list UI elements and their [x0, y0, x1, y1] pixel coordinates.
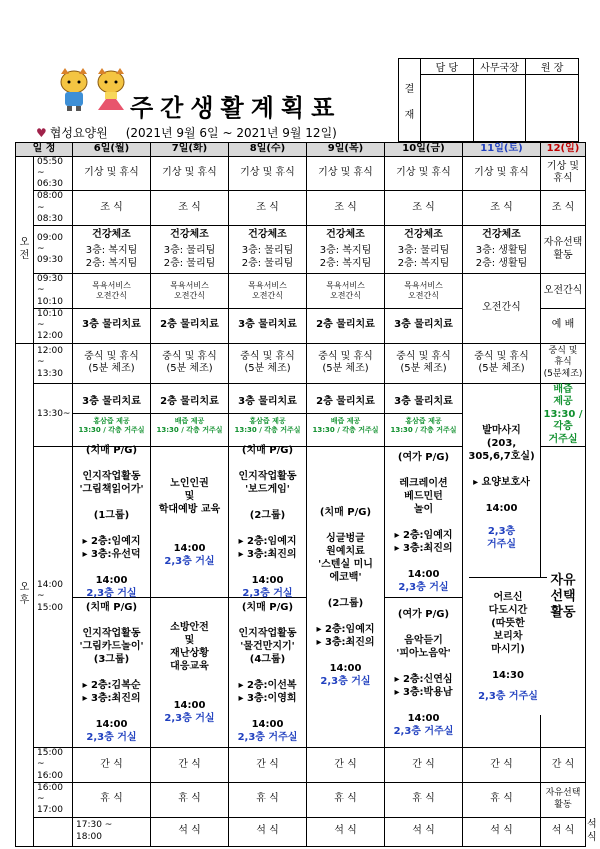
cell-breakfast-sunday: 조 식 — [541, 191, 586, 226]
bath-label: 목욕서비스 — [326, 280, 365, 290]
activity-place: 2,3층 거주실 — [237, 732, 298, 743]
schedule-table: 일 정 6일(월) 7일(화) 8일(수) 9일(목) 10일(금) 11일(토) 12(일) 오 전 05:50 ~ 06:30 기상 및 휴식 기상 및 휴식 기상 및 휴식 기상 및 휴식 기상 및 휴식 기상 및 휴식 기상 및 휴식 08:00 ~ 08:30 조 식 조 식 조 식 조 식 조 식 조 식 조 식 09:00 ~ 09:30 건강체조 3층: 복지팀 2층: 복지팀 건강체조 3층: 물리팀 2층: 물리팀 건강체조 3층: 물리팀 2층: 물리팀 건강체조 3층: 복지팀 2층: 복지팀 건강체조 3층: 물리팀 2층: 복지팀 건강체조 3층: 생활팀 2층: 생활팀 자유선택 활동 09:30 ~ 10:10 목욕서비스 오전간식 목욕서비스 오전간식 목욕서비스 오전간식 목욕서비스 오전간식 목욕서비스 오전간식 오전간식 오전간식 10:10 ~ 12:00 3층 물리치료 2층 물리치료 3층 물리치료 2층 물리치료 3층 물리치료 예 배 오 후 12:00 ~ 13:30 중식 및 휴식 (5분 체조) 중식 및 휴식 (5분 체조) 중식 및 휴식 (5분 체조) 중식 및 휴식 (5분 체조) 중식 및 휴식 (5분 체조) 중식 및 휴식 (5분 체조) 중식 및 휴식 (5분체조) 13:30~ 3층 물리치료 홍삼즙 제공 13:30 / 각층 거주실 2층 물리치료 배즙 제공 13:30 / 각층 거주실 3층 물리치료 홍삼즙 제공 13:30 / 각층 거주실 2층 물리치료 배즙 제공 13:30 / 각층 거주실 3층 물리치료 홍삼즙 제공 13:30 / 각층 거주실 발마사지 (203, 305,6,7호실) ▸ 요양보호사 14:00 2,3층 거주실 배즙 제공 13:30 / 각층 거주실 14:00 ~ 15:00 (치매 P/G) 인지작업활동 '그림책읽어가' (1그룹) ▸ 2층:임예지 ▸ 3층:유선덕 14:00 2,3층 거실 (치매 P/G) 인지작업활동 '그림카드놀이' (3그룹) ▸ 2층:김복순 ▸ 3층:최진의 14:00 2,3층 거실 노인인권 및 학대예방 교육 14:00 2,3층 거실 소방안전 및 재난상황 대응교육 14:00 2,3층 거실 (치매 P/G) 인지작업활동 '보드게임' (2그룹) ▸ 2층:임예지 ▸ 3층:최진의 14:00 2,3층 거실 (치매 P/G) 인지작업활동 '물건만지기' (4그룹) ▸ 2층:이선복 ▸ 3층:이영희 14:00 2,3층 거주실 (치매 P/G) 싱글벙글 원예치료 '스텐실 미니 에코백' (2그룹) ▸ 2층:임예지 ▸ 3층:최진의 14:00 2,3층 거실 (여가 P/G) 레크레이션 베드민턴 놀이 ▸ 2층:임예지 ▸ 3층:최진의 14:00 2,3층 거실 (여가 P/G) 음악듣기 '피아노음악' ▸ 2층:신연심 ▸ 3층:박용남 14:00 2,3층 거주실 자유 선택 활동 15:00 ~ 16:00 간 식 간 식 간 식 간 식 간 식 간 식 간 식 16:00 ~ 17:00 휴 식 휴 식 휴 식 휴 식 휴 식 휴 식 자유선택 활동 17:30 ~ 18:00 석 식 석 식 석 식 석 식 석 식 석 식 석 식 — [15, 142, 586, 847]
therapy-label: 2층 물리치료 — [151, 392, 228, 414]
activity-text: (여가 P/G) 레크레이션 베드민턴 놀이 ▸ 2층:임예지 ▸ 3층:최진의 14:00 — [394, 451, 453, 580]
bath-label: 목욕서비스 — [170, 280, 209, 290]
cell-bath — [385, 274, 463, 309]
cell-rest: 기상 및 휴식 — [151, 156, 229, 191]
blank-cell — [34, 817, 73, 846]
activity-block — [385, 447, 462, 598]
header-day-saturday: 11일(토) — [463, 143, 541, 157]
bath-label: 목욕서비스 — [92, 280, 131, 290]
cell-breakfast: 조 식 — [463, 191, 541, 226]
cell-afternoon-sunday: 자유 선택 활동 — [541, 447, 586, 748]
time-slot: 12:00 ~ 13:30 — [34, 343, 73, 383]
exercise-groups: 3층: 물리팀 2층: 물리팀 — [241, 245, 294, 269]
activity-block — [73, 598, 150, 747]
header-day: 7일(화) — [151, 143, 229, 157]
exercise-label: 건강체조 — [404, 228, 443, 240]
cell-lunch-sunday: 중식 및 휴식 (5분체조) — [541, 343, 586, 383]
cell-activity — [151, 447, 229, 748]
am-snack-label: 오전간식 — [330, 290, 361, 300]
cell-rest2: 휴 식 — [229, 782, 307, 817]
am-snack-label: 오전간식 — [174, 290, 205, 300]
cell-rest: 기상 및 휴식 — [307, 156, 385, 191]
time-slot: 10:10 ~ 12:00 — [34, 308, 73, 343]
cell-snack: 간 식 — [463, 748, 541, 783]
cell-bath — [151, 274, 229, 309]
drink-label: 배즙 제공 13:30 / 각층 거주실 — [156, 416, 223, 434]
heart-icon: ♥ — [36, 126, 47, 140]
cell-dinner: 석 식 — [385, 817, 463, 846]
cell-drink-sunday: 배즙 제공 13:30 / 각층 거주실 — [541, 383, 586, 447]
cell-dinner: 석 식 — [463, 817, 541, 846]
cell-therapy-drink — [385, 383, 463, 447]
cell-dinner: 석 식 — [151, 817, 229, 846]
cell-snack: 간 식 — [73, 748, 151, 783]
cell-rest2: 휴 식 — [151, 782, 229, 817]
cell-therapy: 3층 물리치료 — [73, 308, 151, 343]
cell-snack: 간 식 — [307, 748, 385, 783]
bath-label: 목욕서비스 — [404, 280, 443, 290]
drink-label: 홍삼즙 제공 13:30 / 각층 거주실 — [234, 416, 301, 434]
activity-text: 노인인권 및 학대예방 교육 14:00 — [158, 477, 221, 554]
exercise-label: 건강체조 — [482, 228, 521, 240]
activity-block — [151, 447, 228, 598]
activity-place: 2,3층 거실 — [398, 581, 449, 593]
activity-text: 소방안전 및 재난상황 대응교육 14:00 — [170, 621, 209, 711]
activity-place: 2,3층 거주실 — [487, 525, 516, 550]
cell-breakfast: 조 식 — [385, 191, 463, 226]
exercise-groups: 3층: 복지팀 2층: 복지팀 — [319, 245, 372, 269]
activity-block — [229, 598, 306, 747]
mascot-girl-icon — [93, 68, 129, 112]
cell-free-sunday: 자유선택 활동 — [541, 226, 586, 274]
cell-therapy-drink — [307, 383, 385, 447]
cell-lunch: 중식 및 휴식 (5분 체조) — [151, 343, 229, 383]
cell-rest2: 휴 식 — [73, 782, 151, 817]
cell-bath — [307, 274, 385, 309]
exercise-label: 건강체조 — [326, 228, 365, 240]
activity-block — [73, 447, 150, 598]
bath-label: 목욕서비스 — [248, 280, 287, 290]
activity-block — [229, 447, 306, 598]
cell-activity — [229, 447, 307, 748]
cell-exercise — [151, 226, 229, 274]
cell-snack: 간 식 — [229, 748, 307, 783]
cell-rest: 기상 및 휴식 — [385, 156, 463, 191]
time-slot: 15:00 ~ 16:00 — [34, 748, 73, 783]
activity-place: 2,3층 거실 — [320, 676, 371, 687]
header-day-sunday: 12(일) — [541, 143, 586, 157]
cell-exercise — [385, 226, 463, 274]
time-slot: 08:00 ~ 08:30 — [34, 191, 73, 226]
therapy-label: 3층 물리치료 — [73, 392, 150, 414]
am-snack-label: 오전간식 — [408, 290, 439, 300]
cell-lunch: 중식 및 휴식 (5분 체조) — [385, 343, 463, 383]
activity-text: (치매 P/G) 인지작업활동 '그림카드놀이' (3그룹) ▸ 2층:김복순 ▸ 3층:최진의 14:00 — [79, 602, 144, 730]
cell-therapy-drink — [229, 383, 307, 447]
activity-text: (치매 P/G) 싱글벙글 원예치료 '스텐실 미니 에코백' (2그룹) ▸ 2층:임예지 ▸ 3층:최진의 14:00 — [316, 507, 375, 674]
exercise-groups: 3층: 복지팀 2층: 복지팀 — [85, 245, 138, 269]
cell-snack: 간 식 — [385, 748, 463, 783]
cell-free-sunday: 자유선택 활동 — [541, 782, 586, 817]
approval-sign-cell — [473, 75, 526, 142]
activity-text: 어르신 다도시간 (따뜻한 보리차 마시기) 14:30 — [488, 591, 528, 681]
cell-therapy: 2층 물리치료 — [307, 308, 385, 343]
cell-snack: 간 식 — [151, 748, 229, 783]
cell-rest2: 휴 식 — [307, 782, 385, 817]
activity-place: 2,3층 거주실 — [393, 725, 454, 737]
cell-rest2: 휴 식 — [463, 782, 541, 817]
time-slot: 09:30 ~ 10:10 — [34, 274, 73, 309]
activity-text: (치매 P/G) 인지작업활동 '보드게임' (2그룹) ▸ 2층:임예지 ▸ 3층:최진의 14:00 — [238, 445, 297, 586]
cell-activity — [73, 447, 151, 748]
section-afternoon: 오 후 — [16, 343, 34, 846]
therapy-label: 2층 물리치료 — [307, 392, 384, 414]
mascot-boy-icon — [56, 68, 92, 112]
approval-box — [398, 58, 579, 142]
drink-label: 홍삼즙 제공 13:30 / 각층 거주실 — [390, 416, 457, 434]
cell-exercise — [463, 226, 541, 274]
section-morning: 오 전 — [16, 156, 34, 343]
cell-activity — [307, 447, 385, 748]
drink-label: 홍삼즙 제공 13:30 / 각층 거주실 — [78, 416, 145, 434]
cell-rest: 기상 및 휴식 — [463, 156, 541, 191]
exercise-groups: 3층: 물리팀 2층: 물리팀 — [163, 245, 216, 269]
approval-role: 원 장 — [526, 59, 579, 75]
cell-worship-sunday: 예 배 — [541, 308, 586, 343]
cell-bath — [229, 274, 307, 309]
activity-place: 2,3층 거실 — [86, 588, 137, 599]
header-day: 6일(월) — [73, 143, 151, 157]
exercise-label: 건강체조 — [170, 228, 209, 240]
approval-role: 사무국장 — [473, 59, 526, 75]
activity-block — [151, 598, 228, 747]
time-slot: 17:30 ~ 18:00 — [73, 817, 151, 846]
cell-rest-sunday: 기상 및 휴식 — [541, 156, 586, 191]
date-range: (2021년 9월 6일 ~ 2021년 9월 12일) — [125, 126, 337, 140]
cell-breakfast: 조 식 — [151, 191, 229, 226]
drink-label: 배즙 제공 13:30 / 각층 거주실 — [312, 416, 379, 434]
header-day: 9일(목) — [307, 143, 385, 157]
exercise-label: 건강체조 — [248, 228, 287, 240]
am-snack-label: 오전간식 — [96, 290, 127, 300]
cell-rest: 기상 및 휴식 — [73, 156, 151, 191]
approval-sign-cell — [421, 75, 474, 142]
therapy-label: 3층 물리치료 — [229, 392, 306, 414]
cell-lunch: 중식 및 휴식 (5분 체조) — [73, 343, 151, 383]
exercise-label: 건강체조 — [92, 228, 131, 240]
cell-lunch: 중식 및 휴식 (5분 체조) — [307, 343, 385, 383]
cell-therapy-drink — [151, 383, 229, 447]
activity-place: 2,3층 거실 — [242, 588, 293, 599]
cell-exercise — [73, 226, 151, 274]
activity-text: (치매 P/G) 인지작업활동 '그림책읽어가' (1그룹) ▸ 2층:임예지 ▸ 3층:유선덕 14:00 — [79, 445, 144, 586]
cell-therapy: 3층 물리치료 — [385, 308, 463, 343]
activity-block — [385, 598, 462, 747]
cell-dinner: 석 식 — [541, 817, 586, 846]
approval-sign-cell — [526, 75, 579, 142]
cell-activity — [385, 447, 463, 748]
activity-place: 2,3층 거실 — [164, 712, 215, 724]
cell-lunch: 중식 및 휴식 (5분 체조) — [229, 343, 307, 383]
cell-lunch: 중식 및 휴식 (5분 체조) — [463, 343, 541, 383]
cell-therapy: 3층 물리치료 — [229, 308, 307, 343]
time-slot: 05:50 ~ 06:30 — [34, 156, 73, 191]
cell-snack: 간 식 — [541, 748, 586, 783]
cell-rest: 기상 및 휴식 — [229, 156, 307, 191]
activity-text: (여가 P/G) 음악듣기 '피아노음악' ▸ 2층:신연심 ▸ 3층:박용남 14:00 — [394, 608, 453, 724]
cell-am-snack-saturday: 오전간식 — [463, 274, 541, 344]
cell-dinner: 석 식 — [229, 817, 307, 846]
cell-breakfast: 조 식 — [307, 191, 385, 226]
activity-place: 2,3층 거실 — [86, 732, 137, 743]
approval-label: 결 재 — [399, 59, 421, 142]
time-slot: 09:00 ~ 09:30 — [34, 226, 73, 274]
cell-breakfast: 조 식 — [229, 191, 307, 226]
am-snack-label: 오전간식 — [252, 290, 283, 300]
cell-rest2: 휴 식 — [385, 782, 463, 817]
cell-snack-sunday: 오전간식 — [541, 274, 586, 309]
cell-breakfast: 조 식 — [73, 191, 151, 226]
page-title: 주간생활계획표 — [130, 94, 342, 122]
cell-exercise — [307, 226, 385, 274]
approval-role: 담 당 — [421, 59, 474, 75]
cell-exercise — [229, 226, 307, 274]
header-schedule: 일 정 — [16, 143, 73, 157]
header-day: 8일(수) — [229, 143, 307, 157]
exercise-groups: 3층: 물리팀 2층: 복지팀 — [397, 245, 450, 269]
cell-bath — [73, 274, 151, 309]
exercise-groups: 3층: 생활팀 2층: 생활팀 — [475, 245, 528, 269]
org-name: 협성요양원 — [49, 126, 108, 140]
cell-therapy-drink — [73, 383, 151, 447]
therapy-label: 3층 물리치료 — [385, 392, 462, 414]
activity-place: 2,3층 거실 — [164, 555, 215, 567]
activity-text: (치매 P/G) 인지작업활동 '물건만지기' (4그룹) ▸ 2층:이선복 ▸ 3층:이영희 14:00 — [238, 602, 297, 730]
org-line — [36, 124, 337, 141]
header-day: 10일(금) — [385, 143, 463, 157]
cell-therapy: 2층 물리치료 — [151, 308, 229, 343]
activity-text: 발마사지 (203, 305,6,7호실) ▸ 요양보호사 14:00 — [468, 424, 535, 514]
saturday-tea-block — [469, 577, 547, 715]
time-slot: 14:00 ~ 15:00 — [34, 447, 73, 748]
time-slot: 13:30~ — [34, 383, 73, 447]
time-slot: 16:00 ~ 17:00 — [34, 782, 73, 817]
activity-place: 2,3층 거주실 — [478, 690, 538, 702]
cell-dinner: 석 식 — [307, 817, 385, 846]
